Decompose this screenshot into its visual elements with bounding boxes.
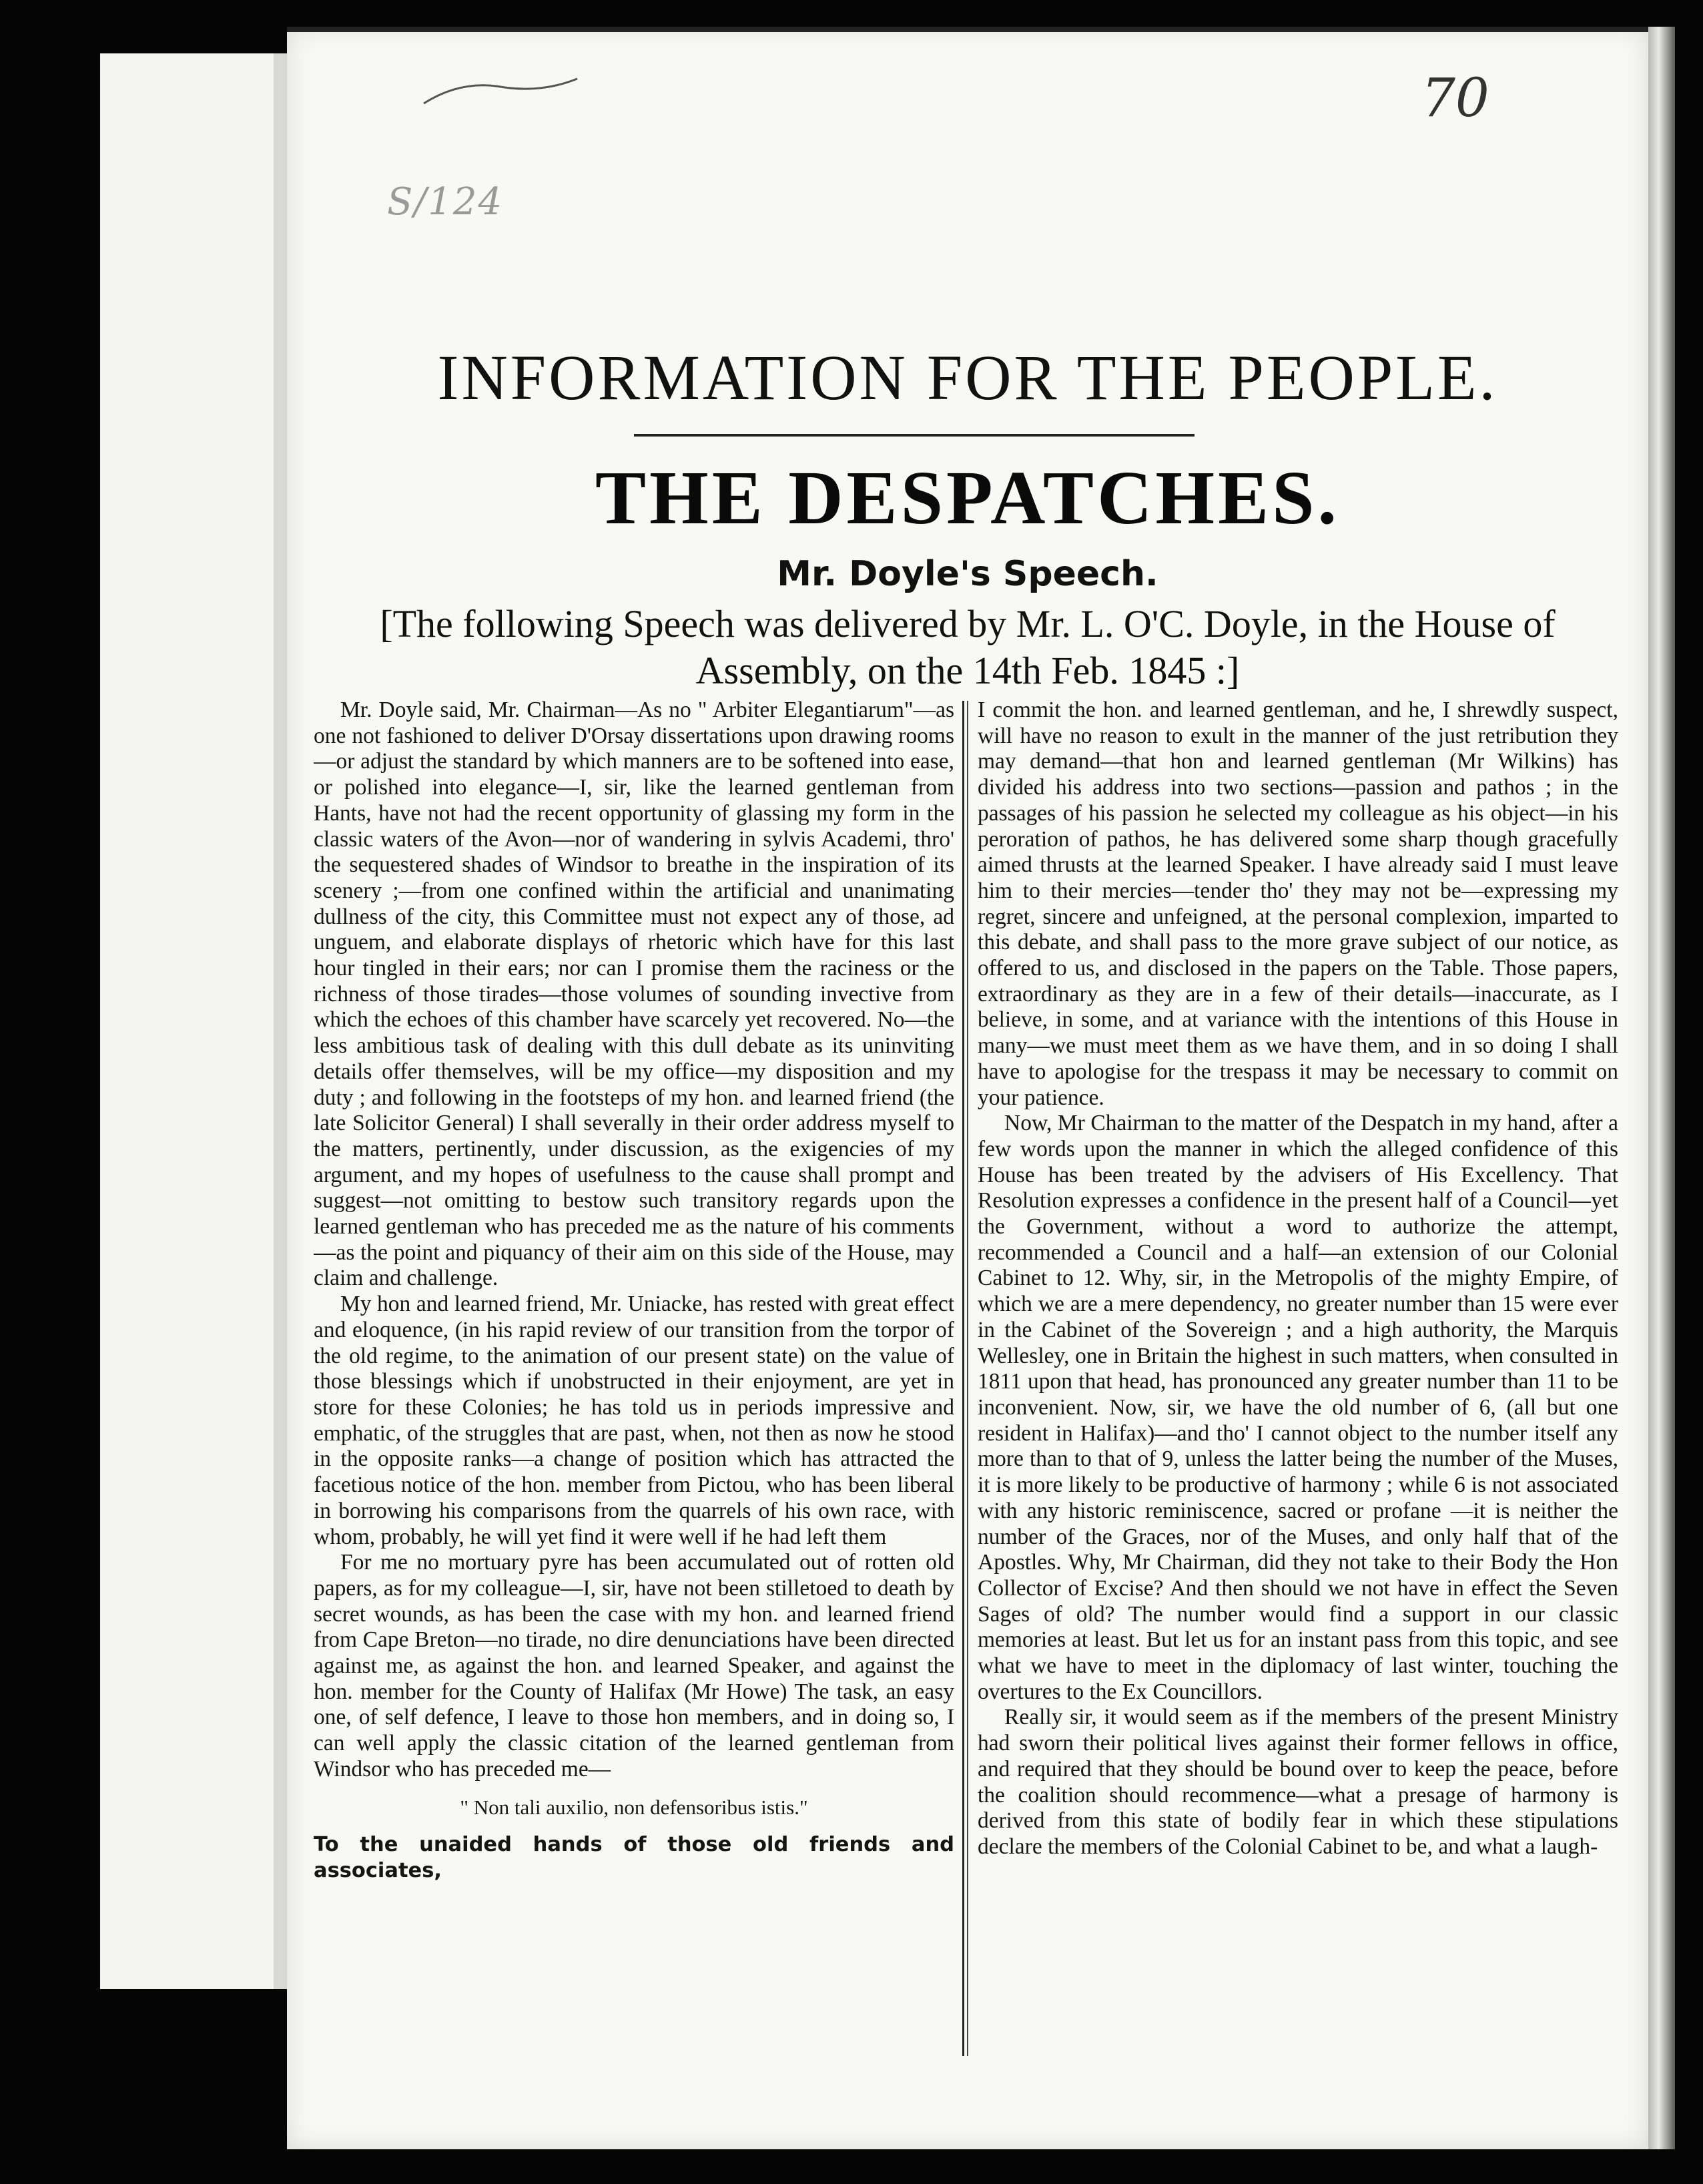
paragraph: I commit the hon. and learned gentleman, and he, I shrewdly suspect, will have no reason to exult in the manner of the just retribution they may demand—that hon and learned gentleman (Mr Wilkins) has divided his address into two sections—passion and pathos ; in the passages of his passion he selected my colleague as his object—in his peroration of pathos, he has delivered some sharp though gracefully aimed thrusts at the learned Speaker. I have already said I must leave him to their mercies—tender tho' they may not be—expressing my regret, sincere and unfeigned, at the personal complexion, imparted to this debate, and shall pass to the more grave subject of our notice, as offered to us, and disclosed in the papers on the Table. Those papers, extraordinary as they are in a few of their details—inaccurate, as I believe, in some, and at variance with the intentions of this House in many—we must meet them as we have them, and in so doing I shall have to apologise for the trespass it may be necessary to commit on your patience. [978,698,1618,1110]
paragraph: Really sir, it would seem as if the members of the present Ministry had sworn their political lives against their former fellows in office, and required that they should be bound over to keep the peace, before the coalition should recommence—what a presage of harmony is derived from this state of bodily fear in which these stipulations declare the members of the Colonial Cabinet to be, and what a laugh- [978,1705,1618,1859]
left-column [314,698,954,2059]
page-top-border [287,27,1648,32]
column-divider-secondary [967,701,968,2056]
page-number-annotation: 70 [1421,67,1489,129]
paragraph: My hon and learned friend, Mr. Uniacke, has rested with great effect and eloquence, (in his rapid review of our transition from the torpor of the old regime, to the animation of our present state) on the value of those blessings which if unobstructed in their enjoyment, are yet in store for these Colonies; he has told us in periods impressive and emphatic, of the struggles that are past, when, not then as now he stood in the opposite ranks—a change of position which has attracted the facetious notice of the hon. member from Pictou, who has been liberal in borrowing his comparisons from the quarrels of his own race, with whom, probably, he will yet find it were well if he had left them [314,1292,954,1549]
headline-rule [634,434,1195,437]
latin-quote: " Non tali auxilio, non defensoribus istis." [460,1795,808,1819]
speech-introduction: [The following Speech was delivered by Mr. L. O'C. Doyle, in the House of Assembly, on the 14th Feb. 1845 :] [380,602,1556,692]
column-closing-line: To the unaided hands of those old friends and associates, [314,1833,954,1882]
headline: INFORMATION FOR THE PEOPLE. [437,342,1498,413]
speech-title: Mr. Doyle's Speech. [777,554,1158,594]
column-divider [962,701,964,2056]
right-column [978,698,1618,2059]
page-gutter [274,53,287,1989]
page-right-edge [1648,27,1675,2149]
shelf-mark-annotation: S/124 [387,180,504,224]
paragraph: For me no mortuary pyre has been accumulated out of rotten old papers, as for my colleague—I, sir, have not been stilletoed to death by secret wounds, as has been the case with my hon. and learned friend from Cape Breton—no tirade, no dire denunciations have been directed against me, as against the hon. and learned Speaker, and against the hon. member for the County of Halifax (Mr Howe) The task, an easy one, of self defence, I leave to those hon members, and in doing so, I can well apply the classic citation of the learned gentleman from Windsor who has preceded me— [314,1550,954,1782]
pencil-scribble-icon [420,73,581,113]
paragraph: Now, Mr Chairman to the matter of the Despatch in my hand, after a few words upon the manner in which the alleged confidence of this House has been treated by the advisers of His Excellency. That Resolution expresses a confidence in the present half of a Council—yet the Government, without a word to authorize the attempt, recommended a Council and a half—an extension of our Colonial Cabinet to 12. Why, sir, in the Metropolis of the mighty Empire, of which we are a mere dependency, no greater number than 15 were ever in the Cabinet of the Sovereign ; and a high authority, the Marquis Wellesley, one in Britain the highest in such matters, when consulted in 1811 upon that head, has pronounced any greater number than 11 to be inconvenient. Now, sir, we have the old number of 6, (all but one resident in Halifax)—and tho' I cannot object to the number itself any more than to that of 9, unless the latter being the number of the Muses, it is more likely to be productive of harmony ; while 6 is not associated with any historic reminiscence, sacred or profane —it is neither the number of the Graces, nor of the Muses, and only half that of the Apostles. Why, Mr Chairman, did they not take to their Body the Hon Collector of Excise? And then should we not have in effect the Seven Sages of old? The number would find a support in our classic memories at least. But let us for an instant pass from this topic, and see what we have to meet in the diplomacy of last winter, touching the overtures to the Ex Councillors. [978,1111,1618,1704]
main-title: THE DESPATCHES. [595,455,1341,540]
document-page [287,27,1648,2149]
paragraph: Mr. Doyle said, Mr. Chairman—As no " Arbiter Elegantiarum"—as one not fashioned to deliver D'Orsay dissertations upon drawing rooms—or adjust the standard by which manners are to be softened into ease, or polished into elegance—I, sir, like the learned gentleman from Hants, have not had the recent opportunity of glassing my form in the classic waters of the Avon—nor of wandering in sylvis Academi, thro' the sequestered shades of Windsor to breathe in the inspiration of its scenery ;—from one confined within the artificial and unanimating dullness of the city, this Committee must not expect any of those, ad unguem, and elaborate displays of rhetoric which have for this last hour tingled in their ears; nor can I promise them the raciness or the richness of those tirades—those volumes of sounding invective from which the echoes of this chamber have scarcely yet recovered. No—the less ambitious task of dealing with this dull debate as its uninviting details offer themselves, will be my office—my disposition and my duty ; and following in the footsteps of my hon. and learned friend (the late Solicitor General) I shall severally in their order address myself to the matters, pertinently, under discussion, as the exigencies of my argument, and my hopes of usefulness to the cause shall prompt and suggest—not omitting to bestow such transitory regards upon the learned gentleman who has preceded me as the nature of his comments—as the point and piquancy of their aim on this side of the House, may claim and challenge. [314,698,954,1291]
previous-page-edge [100,53,302,1989]
